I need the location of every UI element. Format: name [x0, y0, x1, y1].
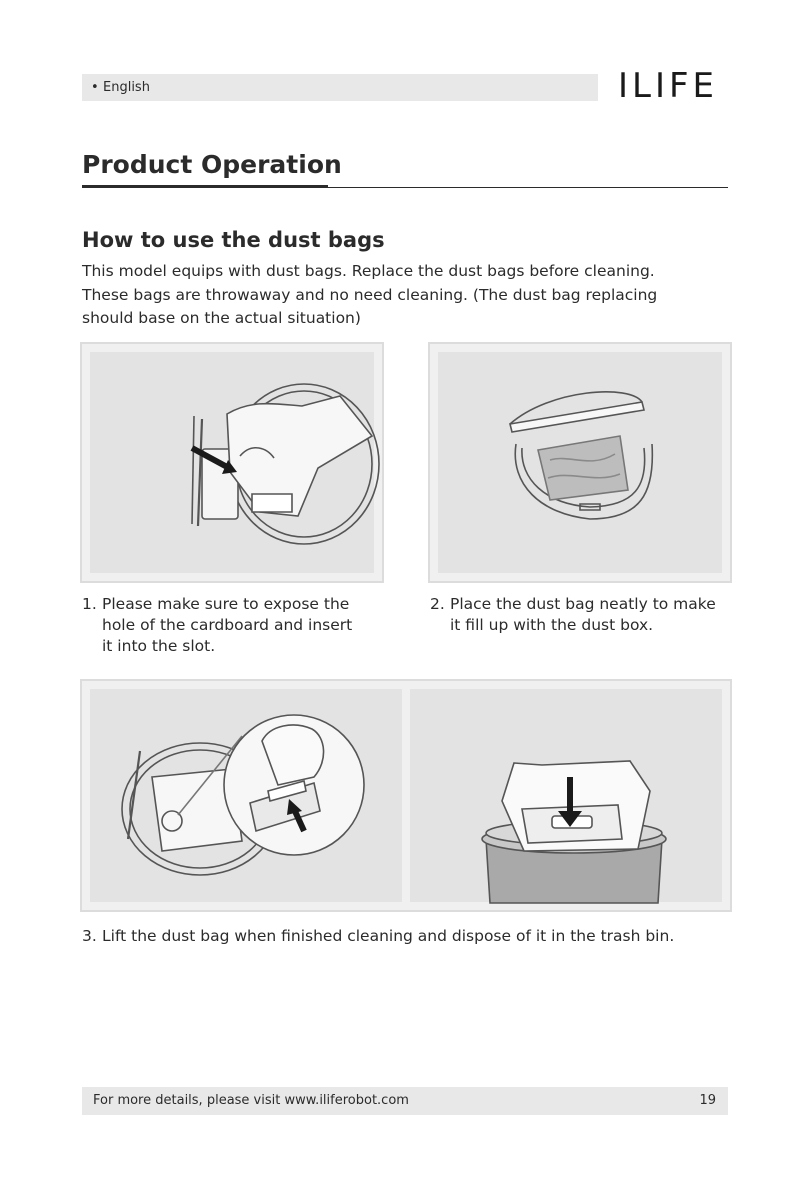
step-1-caption [82, 594, 402, 657]
step-text-line: Lift the dust bag when finished cleaning and dispose of it in the trash bin. [102, 927, 675, 945]
step-number: 3. [82, 927, 97, 945]
intro-paragraph [82, 260, 732, 331]
footer-note: For more details, please visit www.iliferobot.com [93, 1093, 409, 1108]
bullet-icon: • [91, 80, 99, 95]
subsection-title: How to use the dust bags [82, 228, 385, 252]
language-label: English [103, 80, 150, 95]
step-number: 2. [430, 595, 445, 613]
page-title: Product Operation [82, 150, 342, 179]
step-text-line: Please make sure to expose the [102, 595, 350, 613]
illustration-frame-step-2 [428, 342, 732, 583]
language-bar [82, 74, 598, 101]
illustration-frame-step-1 [80, 342, 384, 583]
step-text-line: it into the slot. [102, 637, 216, 655]
robot-dust-bag-placed-illustration [430, 344, 730, 581]
intro-line: These bags are throwaway and no need cleaning. (The dust bag replacing [82, 285, 658, 304]
step-2-caption [430, 594, 750, 636]
title-underline [82, 187, 728, 188]
step-text-line: hole of the cardboard and insert [102, 616, 353, 634]
brand-logo: ILIFE [618, 66, 719, 106]
trash-bin-dispose-illustration [82, 681, 730, 910]
page-number: 19 [699, 1093, 716, 1108]
step-text-line: Place the dust bag neatly to make [450, 595, 716, 613]
intro-line: should base on the actual situation) [82, 309, 361, 327]
step-3-caption [82, 926, 742, 947]
robot-insert-dust-bag-illustration [82, 344, 382, 581]
step-number: 1. [82, 595, 97, 613]
illustration-frame-step-3 [80, 679, 732, 912]
step-text-line: it fill up with the dust box. [450, 616, 654, 634]
intro-line: This model equips with dust bags. Replace the dust bags before cleaning. [82, 262, 655, 280]
footer-bar [82, 1087, 728, 1115]
